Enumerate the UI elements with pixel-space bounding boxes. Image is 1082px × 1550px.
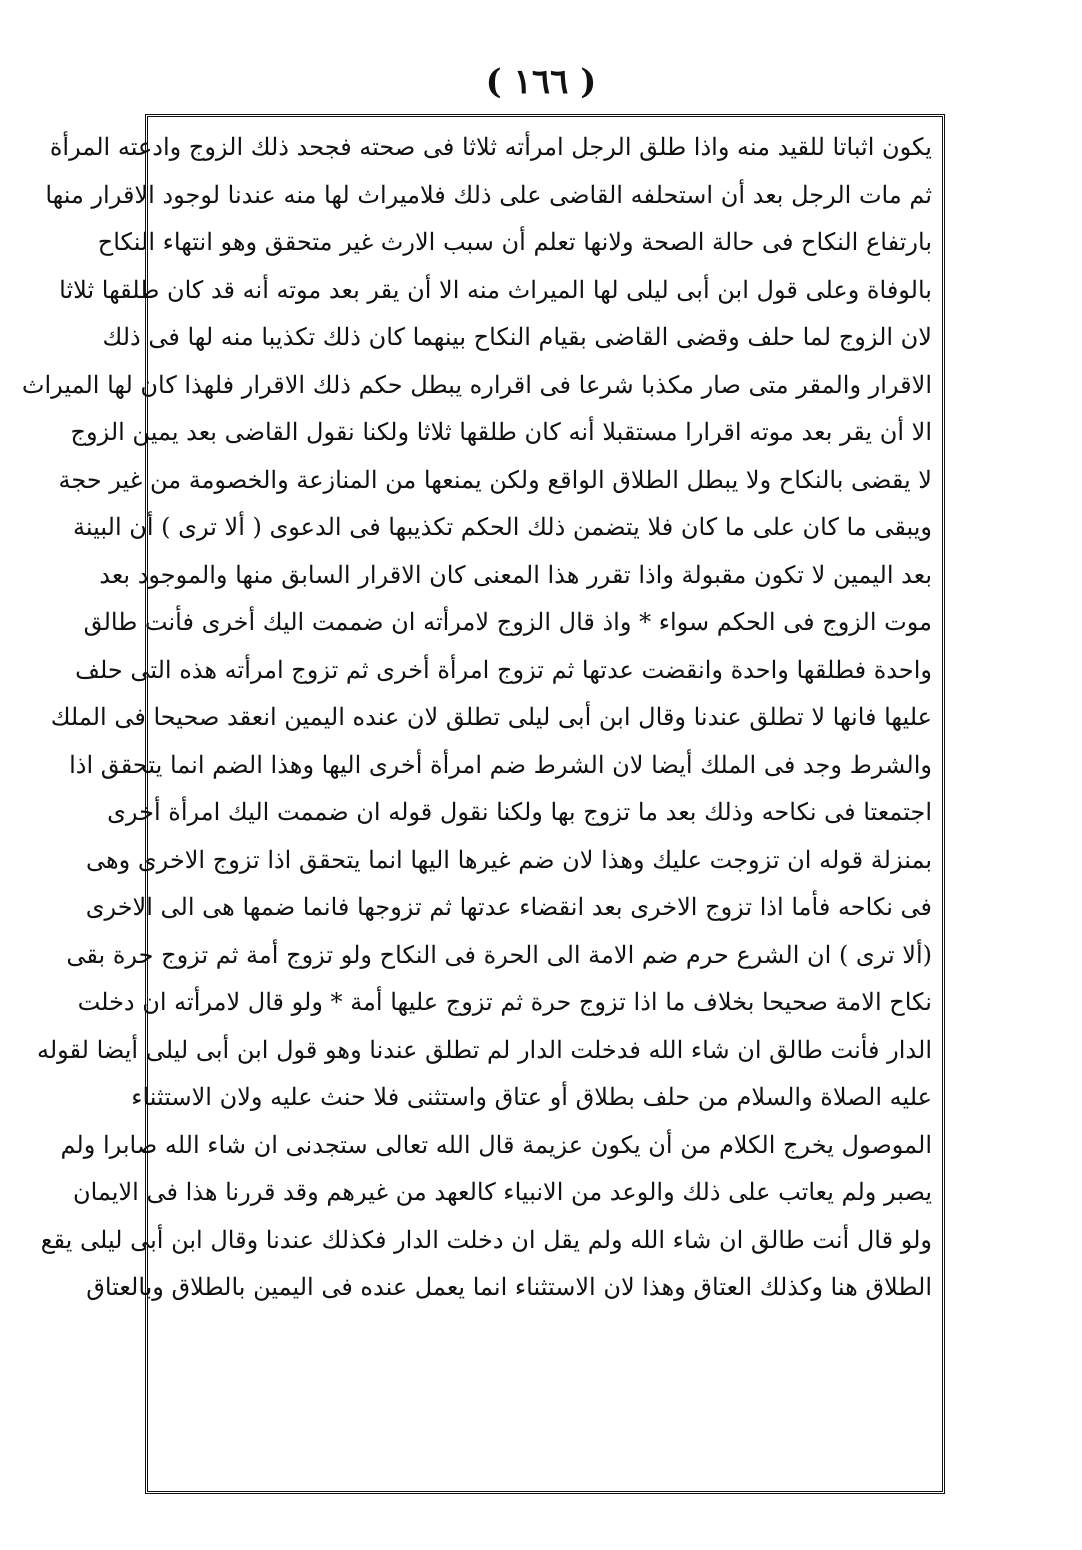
text-line: لان الزوج لما حلف وقضى القاضى بقيام النكاح بينهما كان ذلك تكذيبا منه لها فى ذلك bbox=[102, 323, 932, 351]
text-line: لا يقضى بالنكاح ولا يبطل الطلاق الواقع ولكن يمنعها من المنازعة والخصومة من غير حجة bbox=[58, 465, 932, 494]
body-text bbox=[21, 124, 932, 1312]
text-line: ويبقى ما كان على ما كان فلا يتضمن ذلك الحكم تكذيبها فى الدعوى ( ألا ترى ) أن البينة bbox=[73, 513, 932, 541]
text-line: والشرط وجد فى الملك أيضا لان الشرط ضم امرأة أخرى اليها وهذا الضم انما يتحقق اذا bbox=[69, 750, 932, 779]
text-line: بارتفاع النكاح فى حالة الصحة ولانها تعلم أن سبب الارث غير متحقق وهو انتهاء النكاح bbox=[97, 228, 932, 256]
text-line: الموصول يخرج الكلام من أن يكون عزيمة قال الله تعالى ستجدنى ان شاء الله صابرا ولم bbox=[60, 1130, 932, 1159]
text-line: الا أن يقر بعد موته اقرارا مستقبلا أنه كان طلقها ثلاثا ولكنا نقول القاضى بعد يمين الزوج bbox=[70, 418, 932, 446]
text-line: موت الزوج فى الحكم سواء * واذ قال الزوج لامرأته ان ضممت اليك أخرى فأنت طالق bbox=[83, 608, 932, 636]
text-line: الدار فأنت طالق ان شاء الله فدخلت الدار لم تطلق عندنا وهو قول ابن أبى ليلى أيضا لقوله bbox=[36, 1035, 932, 1064]
text-line: فى نكاحه فأما اذا تزوج الاخرى بعد انقضاء عدتها ثم تزوجها فانما ضمها هى الى الاخرى bbox=[85, 893, 932, 921]
text-line: بمنزلة قوله ان تزوجت عليك وهذا لان ضم غيرها اليها انما يتحقق اذا تزوج الاخرى وهى bbox=[85, 845, 932, 874]
text-line: الاقرار والمقر متى صار مكذبا شرعا فى اقراره يبطل حكم ذلك الاقرار فلهذا كان لها الميراث bbox=[21, 370, 932, 399]
text-line: ولو قال أنت طالق ان شاء الله ولم يقل ان دخلت الدار فكذلك عندنا وقال ابن أبى ليلى يقع bbox=[40, 1225, 932, 1254]
text-line: يصبر ولم يعاتب على ذلك والوعد من الانبياء كالعهد من غيرهم وقد قررنا هذا فى الايمان bbox=[72, 1178, 932, 1206]
text-line: الطلاق هنا وكذلك العتاق وهذا لان الاستثناء انما يعمل عنده فى اليمين بالطلاق وبالعتاق bbox=[86, 1273, 932, 1301]
text-line: بالوفاة وعلى قول ابن أبى ليلى لها الميراث منه الا أن يقر بعد موته أنه قد كان طلقها ثلاثا bbox=[59, 275, 932, 304]
text-line: (ألا ترى ) ان الشرع حرم ضم الامة الى الحرة فى النكاح ولو تزوج أمة ثم تزوج حرة بقى bbox=[66, 940, 932, 969]
text-line: اجتمعتا فى نكاحه وذلك بعد ما تزوج بها ولكنا نقول قوله ان ضممت اليك امرأة أخرى bbox=[107, 798, 932, 826]
text-line: واحدة فطلقها واحدة وانقضت عدتها ثم تزوج امرأة أخرى ثم تزوج امرأته هذه التى حلف bbox=[75, 655, 932, 684]
text-line: عليه الصلاة والسلام من حلف بطلاق أو عتاق واستثنى فلا حنث عليه ولان الاستثناء bbox=[131, 1083, 932, 1111]
text-line: نكاح الامة صحيحا بخلاف ما اذا تزوج حرة ثم تزوج عليها أمة * ولو قال لامرأته ان دخلت bbox=[77, 988, 932, 1016]
text-line: يكون اثباتا للقيد منه واذا طلق الرجل امرأته ثلاثا فى صحته فجحد ذلك الزوج وادعته المرأة bbox=[49, 133, 932, 161]
text-line: ثم مات الرجل بعد أن استحلفه القاضى على ذلك فلاميراث لها منه عندنا لوجود الاقرار منها bbox=[45, 180, 932, 209]
text-line: عليها فانها لا تطلق عندنا وقال ابن أبى ليلى تطلق لان عنده اليمين انعقد صحيحا فى الملك bbox=[50, 703, 932, 731]
page-number: ( ١٦٦ ) bbox=[485, 62, 597, 102]
text-line: بعد اليمين لا تكون مقبولة واذا تقرر هذا المعنى كان الاقرار السابق منها والموجود بعد bbox=[99, 560, 932, 589]
